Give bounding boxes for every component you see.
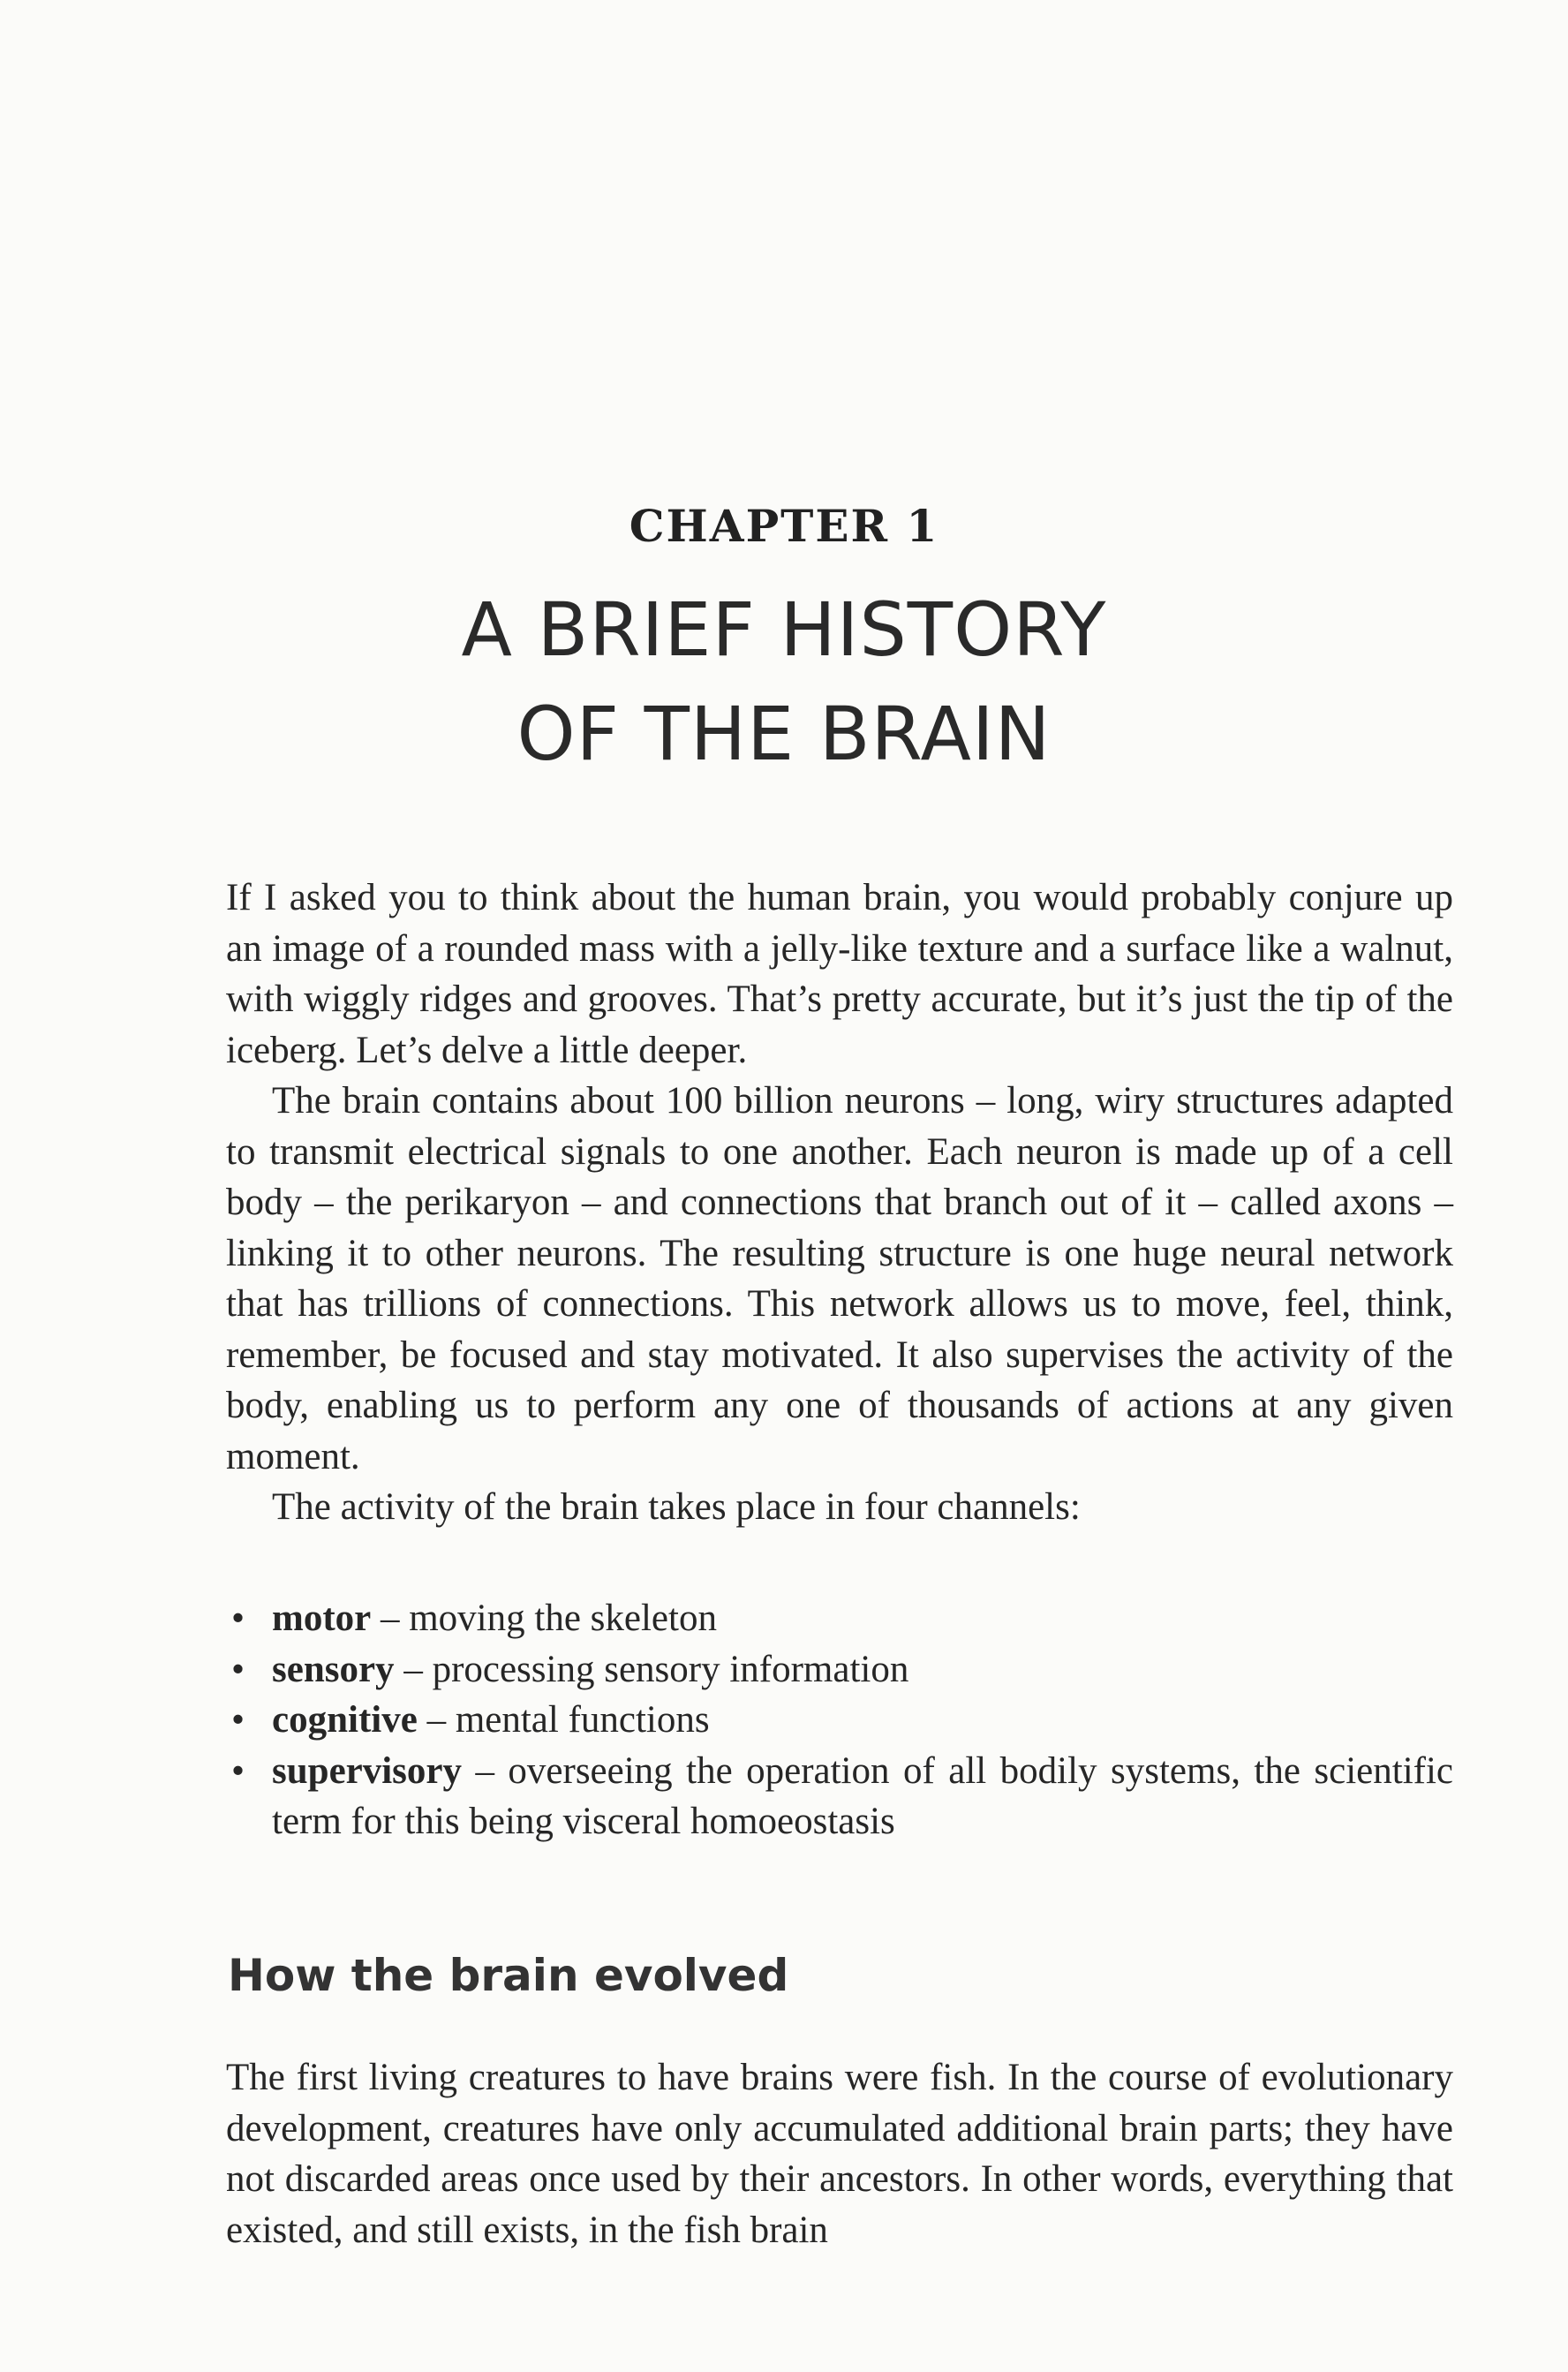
bullet: •: [231, 1749, 245, 1792]
paragraph: If I asked you to think about the human brain, you would probably conjure up an image of a rounded mass with a jelly-like texture and a surface like a walnut, with wiggly ridges and grooves. That’s pretty accurate, but it’s just the tip of the iceberg. Let’s delve a little deeper.: [226, 877, 1453, 1071]
list-term: supervisory: [272, 1749, 462, 1792]
bullet: •: [231, 1648, 245, 1690]
chapter-title-line-2: OF THE BRAIN: [516, 691, 1052, 777]
list-description: – processing sensory information: [394, 1648, 909, 1690]
paragraph: The first living creatures to have brains were fish. In the course of evolutionary development, creatures have only accumulated additional brain parts; they have not discarded areas once used by their ancestors. In other words, everything that existed, and still exists, in the fish brain: [226, 2057, 1453, 2251]
paragraph: The activity of the brain takes place in four channels:: [272, 1486, 1081, 1528]
intro-text: [226, 873, 1453, 1533]
list-description: – mental functions: [417, 1699, 710, 1741]
list-description: – overseeing the operation of all bodily systems, the scientific term for this being visceral homoeostasis: [272, 1749, 1453, 1842]
list-item: [226, 1746, 1453, 1847]
list-item: [226, 1644, 1453, 1696]
list-item: [226, 1695, 1453, 1746]
section-text: [226, 2052, 1453, 2255]
list-term: cognitive: [272, 1699, 418, 1741]
list-term: sensory: [272, 1648, 395, 1690]
bullet: •: [231, 1699, 245, 1741]
chapter-title: [0, 578, 1568, 786]
chapter-title-line-1: A BRIEF HISTORY: [461, 586, 1107, 673]
chapter-label: CHAPTER 1: [629, 500, 939, 552]
list-description: – moving the skeleton: [371, 1598, 717, 1639]
paragraph: The brain contains about 100 billion neurons – long, wiry structures adapted to transmit electrical signals to one another. Each neuron is made up of a cell body – the perikaryon – and connections that branch out of it – called axons – linking it to other neurons. The resulting structure is one huge neural network that has trillions of connections. This network allows us to move, feel, think, remember, be focused and stay motivated. It also supervises the activity of the body, enabling us to perform any one of thousands of actions at any given moment.: [226, 1080, 1453, 1477]
list-term: motor: [272, 1598, 372, 1639]
bullet: •: [231, 1598, 245, 1639]
brain-channels-list: [226, 1593, 1453, 1847]
list-item: [226, 1593, 1453, 1644]
section-heading: How the brain evolved: [228, 1950, 789, 2001]
